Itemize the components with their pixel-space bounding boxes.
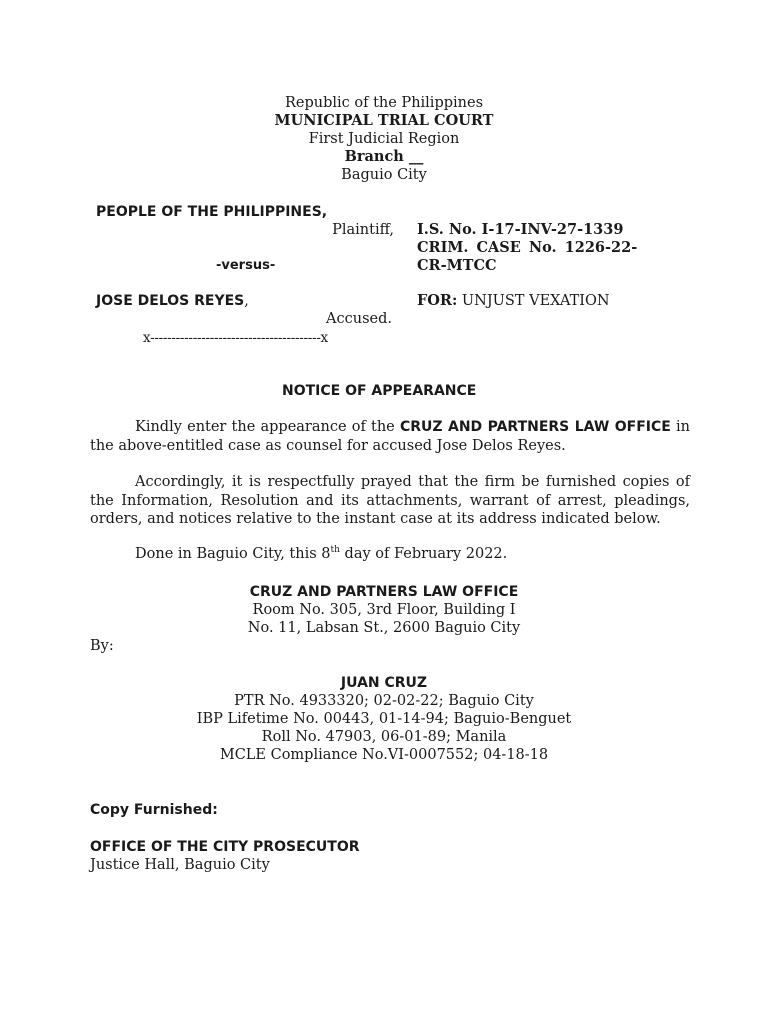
document-title: NOTICE OF APPEARANCE: [282, 383, 477, 399]
ptr-line: PTR No. 4933320; 02-02-22; Baguio City: [234, 693, 534, 709]
is-number: I.S. No. I-17-INV-27-1339: [417, 221, 624, 238]
copy-furnished-office: OFFICE OF THE CITY PROSECUTOR: [90, 839, 360, 855]
signatory-name: JUAN CRUZ: [340, 675, 428, 691]
crim-case-line1: CRIM. CASE No. 1226-22-: [417, 239, 638, 256]
mcle-line: MCLE Compliance No.VI-0007552; 04-18-18: [219, 747, 549, 763]
body-paragraph-2: Accordingly, it is respectfully prayed that the firm be furnished copies of the Information, Resolution and its attachments, warrant of arrest, pleadings, orders, and notices relative to the instant case at its address indicated below.: [90, 474, 690, 528]
court-name: MUNICIPAL TRIAL COURT: [274, 112, 494, 129]
copy-furnished-address: Justice Hall, Baguio City: [90, 857, 270, 873]
crim-case-line2: CR-MTCC: [417, 257, 497, 274]
branch-line: Branch __: [344, 148, 424, 165]
firm-address-2: No. 11, Labsan St., 2600 Baguio City: [247, 620, 521, 636]
for-label: FOR:: [417, 292, 458, 309]
plaintiff-role: Plaintiff,: [332, 222, 394, 238]
firm-name-inline: CRUZ AND PARTNERS LAW OFFICE: [399, 419, 671, 435]
accused-name: JOSE DELOS REYES: [96, 293, 245, 309]
caption-separator: x----------------------------------------x: [143, 330, 328, 346]
body-paragraph-1: Kindly enter the appearance of the CRUZ AND PARTNERS LAW OFFICE in the above-entitled case as counsel for accused Jose Delos Reyes.: [90, 419, 690, 454]
accused-line: [96, 292, 249, 310]
republic-line: Republic of the Philippines: [284, 95, 484, 111]
plaintiff-name: PEOPLE OF THE PHILIPPINES,: [96, 204, 328, 220]
firm-name: CRUZ AND PARTNERS LAW OFFICE: [249, 584, 519, 600]
copy-furnished-label: Copy Furnished:: [90, 802, 218, 818]
roll-line: Roll No. 47903, 06-01-89; Manila: [261, 729, 507, 745]
judicial-region: First Judicial Region: [308, 131, 460, 147]
accused-role: Accused.: [326, 311, 392, 327]
offense-value: UNJUST VEXATION: [457, 293, 610, 309]
firm-address-1: Room No. 305, 3rd Floor, Building I: [252, 602, 516, 618]
versus-label: -versus-: [216, 258, 276, 273]
by-label: By:: [90, 638, 114, 654]
accused-comma: ,: [244, 293, 249, 309]
ibp-line: IBP Lifetime No. 00443, 01-14-94; Baguio-Benguet: [196, 711, 572, 727]
court-city: Baguio City: [341, 167, 427, 183]
body-paragraph-3: Done in Baguio City, this 8th day of February 2022.: [135, 545, 508, 562]
offense-line: [417, 292, 610, 310]
